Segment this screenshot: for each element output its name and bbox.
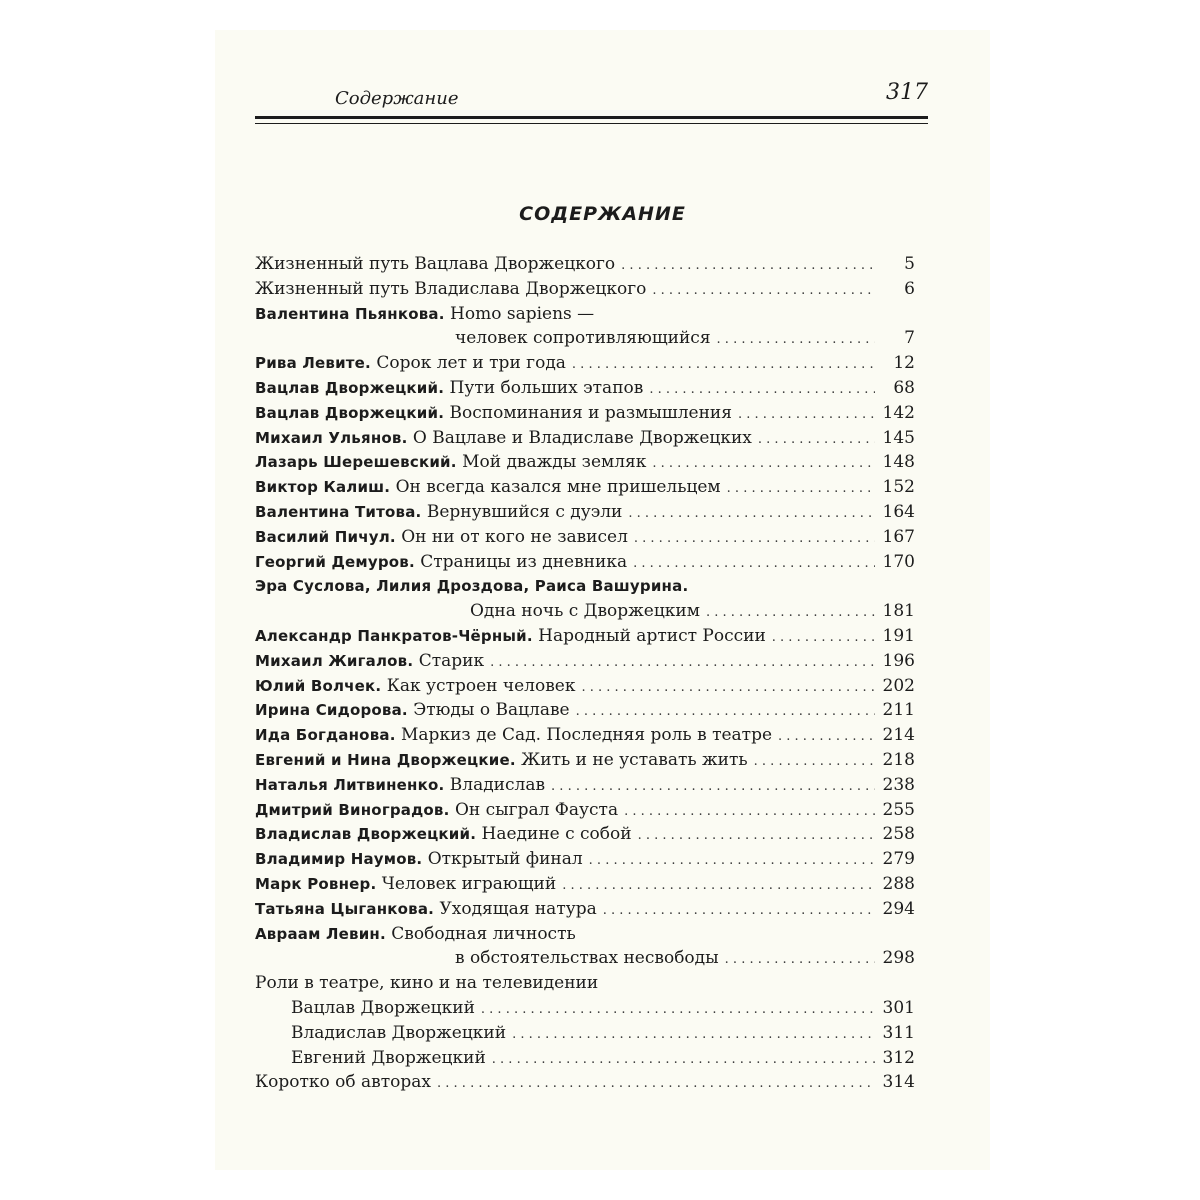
- dot-leader: [512, 1023, 875, 1048]
- dot-leader: [727, 477, 875, 502]
- toc-entry-author: Валентина Пьянкова.: [255, 304, 445, 323]
- toc-entry-page: 142: [882, 402, 915, 423]
- dot-leader: [621, 254, 875, 279]
- toc-entry-author: Михаил Жигалов.: [255, 651, 414, 670]
- toc-entry: [255, 872, 915, 897]
- toc-entry: [255, 922, 915, 947]
- toc-entry-author: Вацлав Дворжецкий.: [255, 403, 445, 422]
- toc-entry-author: Рива Левите.: [255, 354, 371, 373]
- toc-entry-page: 68: [893, 377, 915, 398]
- toc-entry-page: 301: [882, 997, 915, 1018]
- toc-entry: [255, 773, 915, 798]
- toc-entry-title: Воспоминания и размышления: [449, 402, 732, 423]
- toc-entry-page: 214: [882, 725, 915, 746]
- toc-entry-author: Марк Ровнер.: [255, 874, 377, 893]
- toc-entry-author: Вацлав Дворжецкий.: [255, 378, 445, 397]
- toc-entry-title: Человек играющий: [381, 873, 557, 894]
- toc-entry-page: 298: [882, 948, 915, 969]
- toc-entry-author: Лазарь Шерешевский.: [255, 453, 457, 472]
- toc-entry-title: Вацлав Дворжецкий: [291, 997, 475, 1018]
- book-page: [215, 30, 990, 1170]
- toc-entry-author: Михаил Ульянов.: [255, 428, 408, 447]
- toc-entry-author: Георгий Демуров.: [255, 552, 415, 571]
- toc-entry-page: 12: [893, 353, 915, 374]
- toc-entry-title: Маркиз де Сад. Последняя роль в театре: [401, 725, 773, 746]
- toc-entry-author: Василий Пичул.: [255, 527, 396, 546]
- dot-leader: [738, 403, 875, 428]
- dot-leader: [481, 998, 875, 1023]
- toc-entry-title: Homo sapiens —: [450, 303, 595, 324]
- toc-entry-page: 164: [882, 501, 915, 522]
- toc-entry-title: Роли в театре, кино и на телевидении: [255, 973, 599, 994]
- dot-leader: [490, 651, 875, 676]
- toc-entry-page: 148: [882, 452, 915, 473]
- toc-entry: [255, 996, 915, 1021]
- toc-entry: [255, 302, 915, 327]
- toc-entry-title: Этюды о Вацлаве: [413, 700, 570, 721]
- toc-entry-page: 196: [882, 650, 915, 671]
- toc-entry-page: 279: [882, 849, 915, 870]
- toc-entry: [255, 798, 915, 823]
- running-header-title: Содержание: [335, 88, 459, 109]
- toc-entry-page: 238: [882, 774, 915, 795]
- dot-leader: [603, 899, 875, 924]
- dot-leader: [492, 1048, 875, 1073]
- toc-entry: [255, 1046, 915, 1071]
- toc-entry-page: 211: [882, 700, 915, 721]
- toc-entry-author: Владимир Наумов.: [255, 850, 423, 869]
- dot-leader: [551, 775, 875, 800]
- toc-entry-author: Эра Суслова, Лилия Дроздова, Раиса Вашурина.: [255, 577, 689, 596]
- toc-entry-title: Страницы из дневника: [420, 551, 628, 572]
- toc-entry-author: Виктор Калиш.: [255, 478, 391, 497]
- toc-entry-page: 152: [882, 477, 915, 498]
- dot-leader: [638, 824, 875, 849]
- toc-entry-page: 191: [882, 625, 915, 646]
- toc-entry-page: 5: [904, 254, 915, 274]
- toc-entry-title: Он всегда казался мне пришельцем: [395, 477, 721, 498]
- toc-entry-author: Дмитрий Виноградов.: [255, 800, 450, 819]
- toc-entry-author: Евгений и Нина Дворжецкие.: [255, 750, 516, 769]
- toc-entry: [255, 401, 915, 426]
- toc-entry: [255, 674, 915, 699]
- toc-entry-title: Открытый финал: [427, 849, 583, 870]
- dot-leader: [581, 676, 875, 701]
- toc-entry: [255, 426, 915, 451]
- toc-entry-author: Татьяна Цыганкова.: [255, 899, 435, 918]
- toc-entry-title: Он сыграл Фауста: [454, 799, 619, 820]
- dot-leader: [706, 601, 875, 626]
- toc-entry-page: 294: [882, 898, 915, 919]
- toc-heading: СОДЕРЖАНИЕ: [519, 203, 686, 225]
- toc-entry-author: Наталья Литвиненко.: [255, 775, 445, 794]
- toc-entry-page: 311: [882, 1022, 915, 1043]
- toc-entry: [255, 500, 915, 525]
- dot-leader: [562, 874, 875, 899]
- toc-entry-title: Народный артист России: [538, 625, 766, 646]
- toc-entry-author: Ида Богданова.: [255, 726, 396, 745]
- toc-entry-continuation-line: [255, 946, 915, 971]
- dot-leader: [589, 849, 875, 874]
- toc-entry-author: Юлий Волчек.: [255, 676, 382, 695]
- toc-entry-continuation-line: [255, 599, 915, 624]
- toc-entry-page: 218: [882, 749, 915, 770]
- toc-entry-page: 170: [882, 551, 915, 572]
- toc-entry: [255, 649, 915, 674]
- dot-leader: [652, 452, 875, 477]
- toc-entry: [255, 624, 915, 649]
- toc-entry: [255, 252, 915, 277]
- toc-entry-title: Коротко об авторах: [255, 1072, 432, 1093]
- toc-entry: [255, 748, 915, 773]
- toc-entry-title-continuation: Одна ночь с Дворжецким: [470, 601, 700, 622]
- toc-entry-title: Наедине с собой: [481, 824, 632, 845]
- toc-entry-continuation-line: [255, 326, 915, 351]
- toc-entry-author: Александр Панкратов-Чёрный.: [255, 626, 533, 645]
- toc-entry-page: 255: [882, 799, 915, 820]
- dot-leader: [717, 328, 875, 353]
- dot-leader: [754, 750, 875, 775]
- dot-leader: [633, 552, 875, 577]
- dot-leader: [758, 428, 875, 453]
- toc-entry: [255, 1021, 915, 1046]
- toc-entry-title: Он ни от кого не зависел: [401, 526, 628, 547]
- toc-entry-title: Сорок лет и три года: [376, 353, 566, 374]
- toc-entry-page: 314: [882, 1072, 915, 1093]
- dot-leader: [778, 725, 875, 750]
- toc-entry: [255, 698, 915, 723]
- toc-entry: [255, 971, 915, 996]
- toc-entry-title: Жизненный путь Вацлава Дворжецкого: [255, 254, 616, 274]
- running-header: [255, 80, 928, 119]
- toc-entry: [255, 723, 915, 748]
- toc-entry: [255, 277, 915, 302]
- toc-entry-title: Старик: [418, 650, 485, 671]
- toc-entry-title: Как устроен человек: [386, 675, 576, 696]
- dot-leader: [628, 502, 875, 527]
- toc-entry-title: Владислав: [449, 774, 546, 795]
- table-of-contents: [255, 252, 915, 1095]
- dot-leader: [437, 1072, 875, 1097]
- toc-entry: [255, 574, 915, 599]
- dot-leader: [624, 800, 875, 825]
- toc-entry-title: Мой дважды земляк: [462, 452, 647, 473]
- toc-entry-title-continuation: в обстоятельствах несвободы: [455, 948, 719, 969]
- dot-leader: [572, 353, 875, 378]
- toc-entry-page: 312: [882, 1047, 915, 1068]
- toc-entry-page: 258: [882, 824, 915, 845]
- toc-entry-page: 202: [882, 675, 915, 696]
- toc-entry: [255, 351, 915, 376]
- toc-entry-title: Вернувшийся с дуэли: [426, 501, 623, 522]
- toc-entry-author: Валентина Титова.: [255, 502, 422, 521]
- toc-entry: [255, 475, 915, 500]
- toc-entry: [255, 525, 915, 550]
- toc-entry: [255, 550, 915, 575]
- toc-entry-title: Уходящая натура: [439, 898, 597, 919]
- toc-entry-page: 167: [882, 526, 915, 547]
- toc-entry-author: Авраам Левин.: [255, 924, 386, 943]
- dot-leader: [772, 626, 875, 651]
- toc-entry-title: Жизненный путь Владислава Дворжецкого: [255, 278, 647, 299]
- toc-entry-title: Евгений Дворжецкий: [291, 1047, 486, 1068]
- toc-entry-page: 145: [882, 427, 915, 448]
- toc-entry: [255, 847, 915, 872]
- dot-leader: [634, 527, 875, 552]
- dot-leader: [649, 378, 875, 403]
- toc-entry: [255, 897, 915, 922]
- toc-entry-page: 288: [882, 873, 915, 894]
- toc-entry-title: Жить и не уставать жить: [521, 749, 748, 770]
- toc-entry-title: О Вацлаве и Владиславе Дворжецких: [412, 427, 752, 448]
- toc-entry-title-continuation: человек сопротивляющийся: [455, 328, 711, 349]
- dot-leader: [652, 279, 875, 304]
- toc-entry-title: Владислав Дворжецкий: [291, 1022, 507, 1043]
- toc-entry: [255, 450, 915, 475]
- toc-entry: [255, 376, 915, 401]
- toc-entry-page: 7: [904, 328, 915, 349]
- page-number: 317: [886, 80, 928, 105]
- toc-entry-page: 6: [904, 278, 915, 299]
- dot-leader: [725, 948, 875, 973]
- toc-entry-title: Пути больших этапов: [449, 377, 644, 398]
- dot-leader: [576, 700, 875, 725]
- toc-entry-title: Свободная личность: [391, 923, 576, 944]
- toc-entry: [255, 822, 915, 847]
- toc-entry-page: 181: [882, 601, 915, 622]
- toc-entry-author: Владислав Дворжецкий.: [255, 825, 477, 844]
- toc-entry: [255, 1070, 915, 1095]
- toc-entry-author: Ирина Сидорова.: [255, 701, 408, 720]
